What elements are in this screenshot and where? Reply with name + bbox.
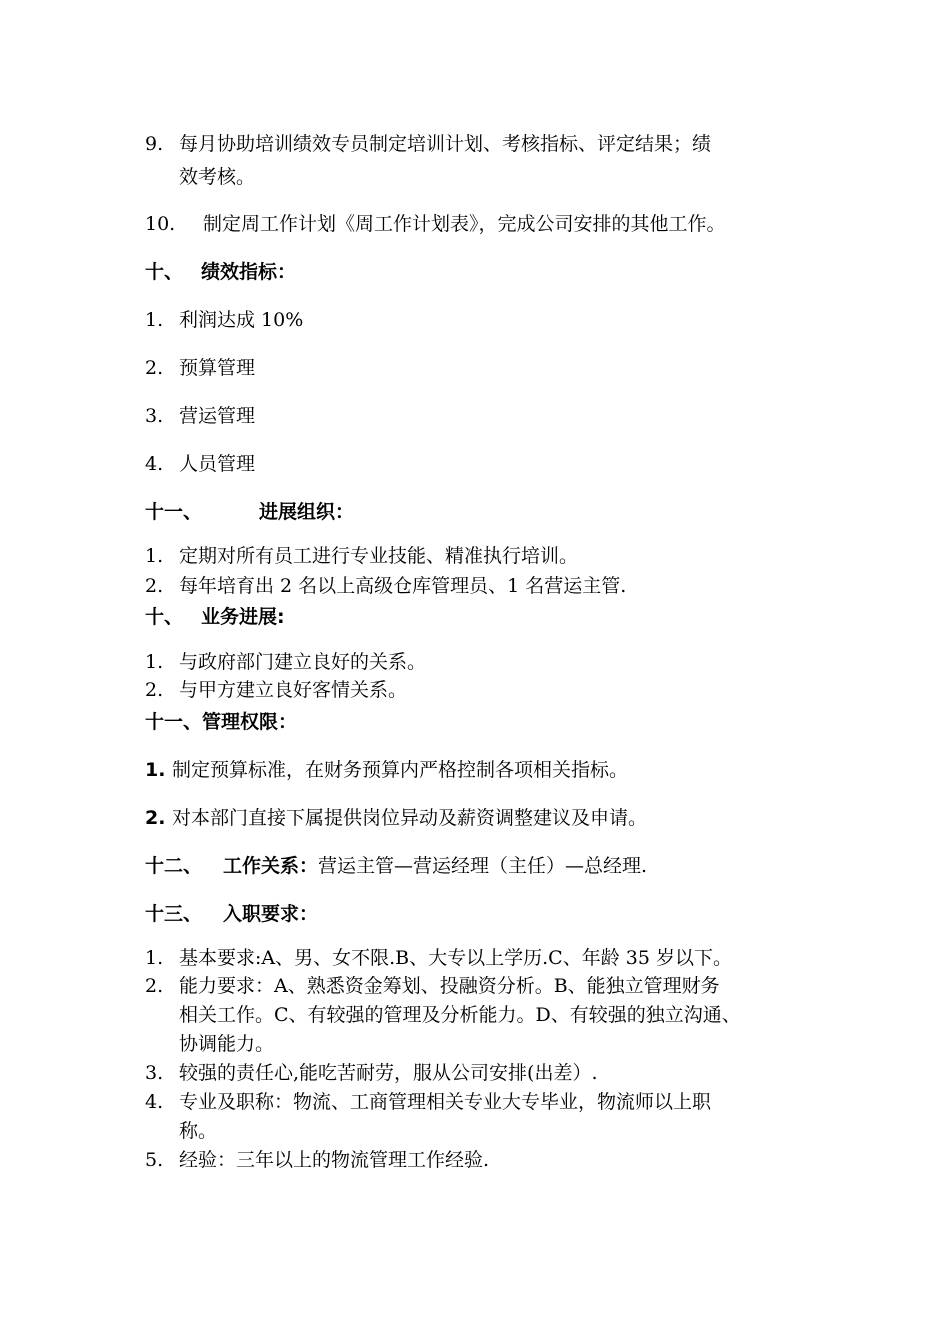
item-number: 1. bbox=[145, 651, 164, 673]
item-number: 1. bbox=[145, 309, 164, 331]
section-title: 进展组织： bbox=[259, 501, 355, 523]
item-continuation: 协调能力。 bbox=[179, 1033, 275, 1055]
section-number: 十、 bbox=[145, 606, 184, 628]
list-item bbox=[145, 678, 407, 702]
list-item bbox=[145, 574, 626, 598]
item-text: 制定周工作计划《周工作计划表》，完成公司安排的其他工作。 bbox=[203, 213, 726, 235]
item-number: 2. bbox=[145, 575, 164, 597]
section-heading bbox=[145, 854, 647, 878]
item-text: 较强的责任心,能吃苦耐劳，服从公司安排(出差）. bbox=[179, 1062, 598, 1084]
item-number: 3. bbox=[145, 1062, 164, 1084]
item-number: 1. bbox=[145, 947, 164, 969]
item-text: 每年培育出 2 名以上高级仓库管理员、1 名营运主管. bbox=[179, 575, 627, 597]
section-title: 入职要求： bbox=[223, 903, 319, 925]
section-number: 十一、 bbox=[145, 501, 203, 523]
section-title: 业务进展: bbox=[201, 606, 285, 628]
section-title: 绩效指标： bbox=[201, 261, 297, 283]
list-item bbox=[145, 452, 255, 476]
section-number: 十二、 bbox=[145, 855, 203, 877]
item-number: 9. bbox=[145, 133, 164, 155]
item-text: 制定预算标准，在财务预算内严格控制各项相关指标。 bbox=[172, 759, 629, 781]
section-heading: 十一、管理权限： bbox=[145, 711, 298, 733]
section-heading bbox=[145, 902, 318, 926]
section-heading bbox=[145, 260, 296, 284]
list-item bbox=[145, 1090, 711, 1114]
item-number: 1. bbox=[145, 759, 166, 781]
section-title: 工作关系： bbox=[223, 855, 319, 877]
item-number: 2. bbox=[145, 807, 166, 829]
item-text: 预算管理 bbox=[179, 357, 256, 379]
item-number: 2. bbox=[145, 357, 164, 379]
list-item bbox=[145, 212, 726, 236]
list-item bbox=[145, 1061, 598, 1085]
list-item bbox=[145, 544, 578, 568]
list-item bbox=[145, 974, 720, 998]
list-item bbox=[145, 650, 426, 674]
item-text: 能力要求：A、熟悉资金筹划、投融资分析。B、能独立管理财务 bbox=[179, 975, 720, 997]
section-number: 十、 bbox=[145, 261, 184, 283]
item-text: 与甲方建立良好客情关系。 bbox=[179, 679, 408, 701]
item-text: 对本部门直接下属提供岗位异动及薪资调整建议及申请。 bbox=[172, 807, 648, 829]
list-item bbox=[145, 806, 647, 830]
item-number: 4. bbox=[145, 1091, 164, 1113]
item-continuation: 称。 bbox=[179, 1120, 218, 1142]
item-text: 利润达成 10% bbox=[179, 309, 304, 331]
item-number: 3. bbox=[145, 405, 164, 427]
section-number: 十三、 bbox=[145, 903, 203, 925]
list-item bbox=[145, 308, 303, 332]
section-heading bbox=[145, 500, 354, 524]
item-number: 1. bbox=[145, 545, 164, 567]
item-number: 5. bbox=[145, 1149, 164, 1171]
item-text: 每月协助培训绩效专员制定培训计划、考核指标、评定结果；绩 bbox=[179, 133, 712, 155]
item-text: 定期对所有员工进行专业技能、精准执行培训。 bbox=[179, 545, 579, 567]
list-item bbox=[145, 356, 255, 380]
item-number: 4. bbox=[145, 453, 164, 475]
item-text: 营运管理 bbox=[179, 405, 256, 427]
item-number: 2. bbox=[145, 679, 164, 701]
item-number: 10. bbox=[145, 213, 176, 235]
item-text: 基本要求:A、男、女不限.B、大专以上学历.C、年龄 35 岁以下。 bbox=[179, 947, 732, 969]
section-text: 营运主管—营运经理（主任）—总经理. bbox=[318, 855, 648, 877]
list-item bbox=[145, 1148, 489, 1172]
item-text: 经验：三年以上的物流管理工作经验. bbox=[179, 1149, 490, 1171]
list-item bbox=[145, 946, 732, 970]
item-text: 人员管理 bbox=[179, 453, 256, 475]
item-number: 2. bbox=[145, 975, 164, 997]
section-heading bbox=[145, 605, 285, 629]
list-item bbox=[145, 758, 628, 782]
item-text: 与政府部门建立良好的关系。 bbox=[179, 651, 427, 673]
list-item bbox=[145, 404, 255, 428]
list-item bbox=[145, 132, 711, 156]
item-text: 专业及职称：物流、工商管理相关专业大专毕业，物流师以上职 bbox=[179, 1091, 712, 1113]
item-continuation: 效考核。 bbox=[179, 166, 256, 188]
item-continuation: 相关工作。C、有较强的管理及分析能力。D、有较强的独立沟通、 bbox=[179, 1004, 741, 1026]
